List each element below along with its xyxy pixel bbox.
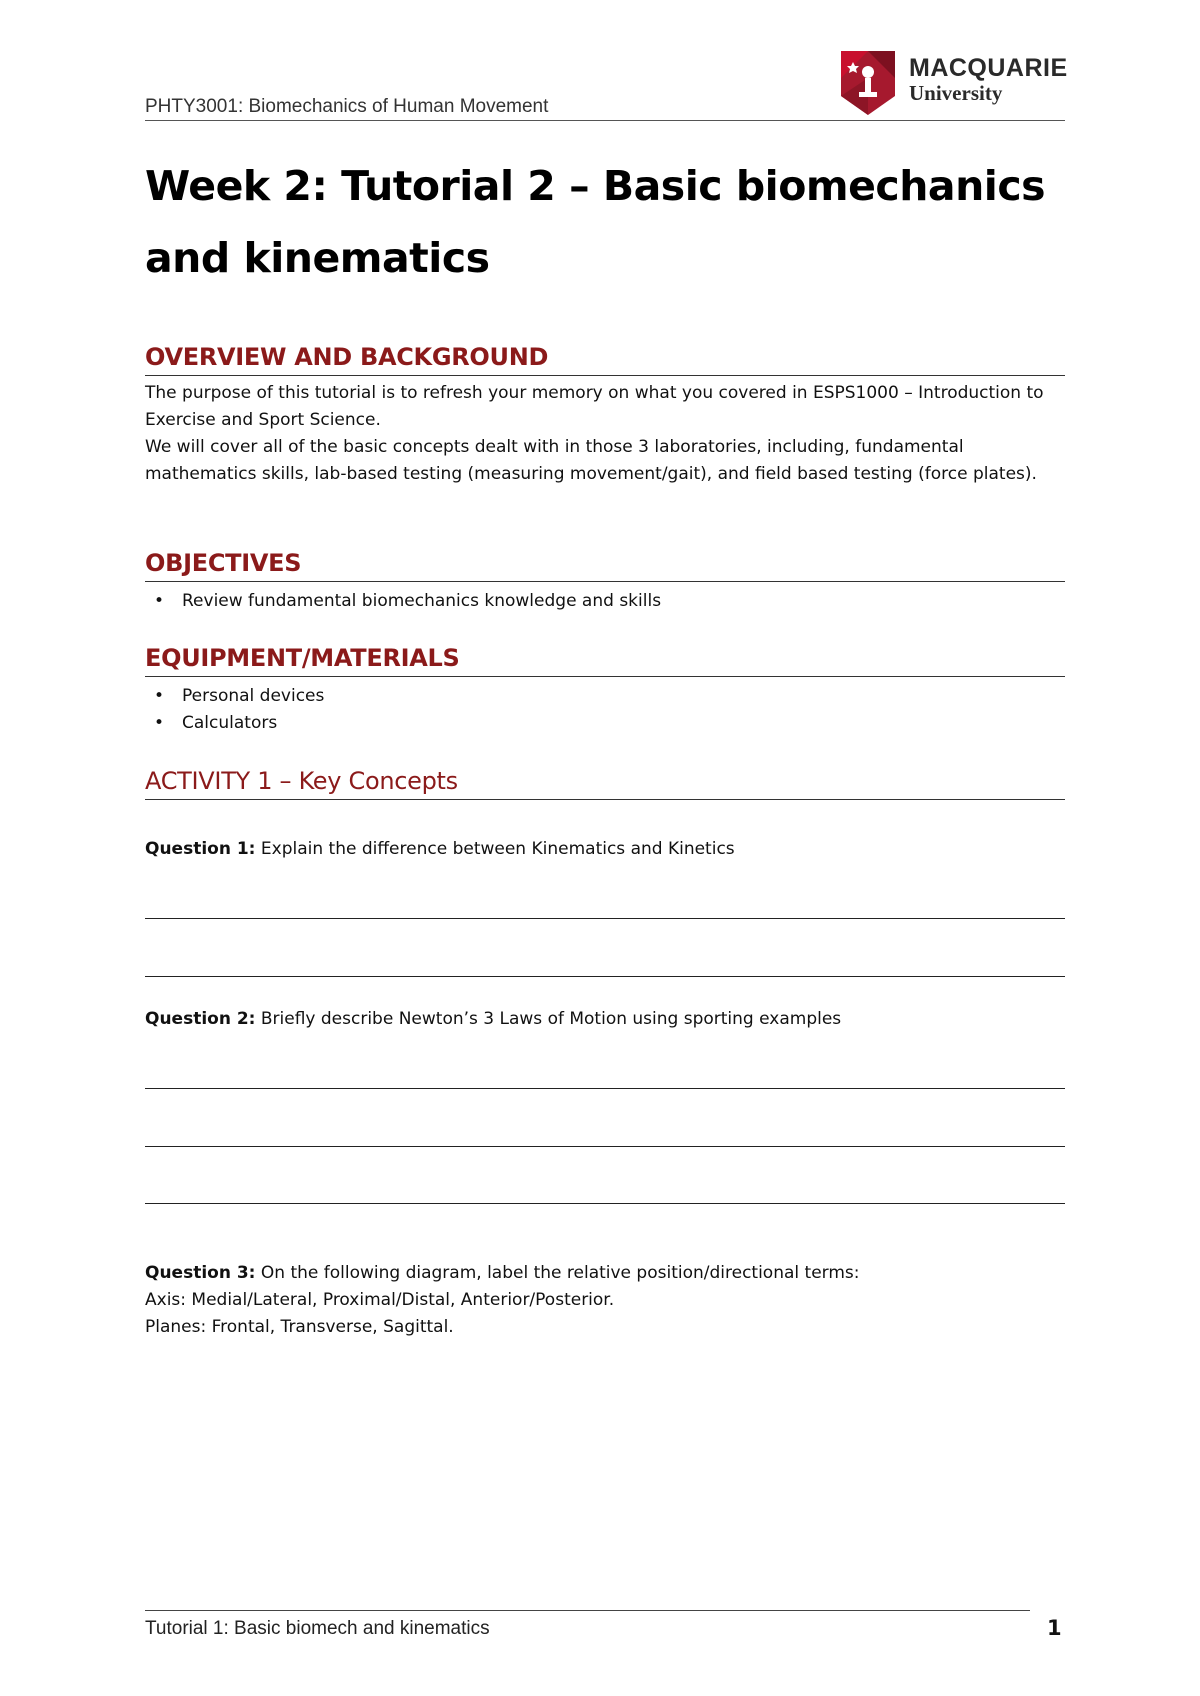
question-1-text: Explain the difference between Kinematics and Kinetics: [255, 839, 735, 859]
objectives-section: [145, 549, 1065, 615]
overview-heading: OVERVIEW AND BACKGROUND: [145, 343, 1065, 376]
question-2-label: Question 2:: [145, 1009, 256, 1029]
overview-section: [145, 343, 1065, 488]
logo-subtext: University: [909, 81, 1003, 105]
question-2-text: Briefly describe Newton’s 3 Laws of Motion using sporting examples: [255, 1009, 842, 1029]
crest-icon: [835, 48, 901, 118]
overview-paragraph-2: We will cover all of the basic concepts dealt with in those 3 laboratories, including, fundamental mathematics skills, lab-based testing (measuring movement/gait), and field based testing (force plates).: [145, 437, 1037, 484]
equipment-list: [145, 683, 1065, 737]
overview-paragraph-1: The purpose of this tutorial is to refresh your memory on what you covered in ESPS1000 – Introduction to Exercise and Sport Science.: [145, 383, 1044, 430]
equipment-heading: EQUIPMENT/MATERIALS: [145, 644, 1065, 677]
macquarie-logo: [835, 48, 1068, 118]
question-3-axis: Axis: Medial/Lateral, Proximal/Distal, Anterior/Posterior.: [145, 1290, 615, 1310]
question-3-label: Question 3:: [145, 1263, 256, 1283]
question-3: [145, 1260, 1065, 1341]
header-divider: [145, 120, 1065, 121]
answer-line[interactable]: [145, 1088, 1065, 1089]
list-item: • Review fundamental biomechanics knowledge and skills: [145, 588, 1065, 615]
footer-text: Tutorial 1: Basic biomech and kinematics: [145, 1618, 490, 1639]
page-title: Week 2: Tutorial 2 – Basic biomechanics and kinematics: [145, 162, 1046, 282]
objectives-heading: OBJECTIVES: [145, 549, 1065, 582]
list-item: • Personal devices: [145, 683, 1065, 710]
running-head: PHTY3001: Biomechanics of Human Movement: [145, 96, 549, 117]
bullet-icon: •: [154, 686, 165, 706]
question-1: [145, 836, 1065, 863]
answer-line[interactable]: [145, 1203, 1065, 1204]
question-3-text: On the following diagram, label the relative position/directional terms:: [255, 1263, 860, 1283]
activity-1-section: [145, 767, 1065, 800]
footer-divider: [145, 1610, 1030, 1611]
answer-line[interactable]: [145, 976, 1065, 977]
question-3-planes: Planes: Frontal, Transverse, Sagittal.: [145, 1317, 454, 1337]
question-2: [145, 1006, 1065, 1033]
bullet-icon: •: [154, 713, 165, 733]
objectives-list: [145, 588, 1065, 615]
activity-1-heading: ACTIVITY 1 – Key Concepts: [145, 767, 1065, 800]
list-item: • Calculators: [145, 710, 1065, 737]
answer-line[interactable]: [145, 1146, 1065, 1147]
logo-wordmark: MACQUARIE: [909, 54, 1068, 82]
equipment-section: [145, 644, 1065, 737]
answer-line[interactable]: [145, 918, 1065, 919]
bullet-icon: •: [154, 591, 165, 611]
page-number: 1: [1047, 1616, 1062, 1640]
question-1-label: Question 1:: [145, 839, 256, 859]
